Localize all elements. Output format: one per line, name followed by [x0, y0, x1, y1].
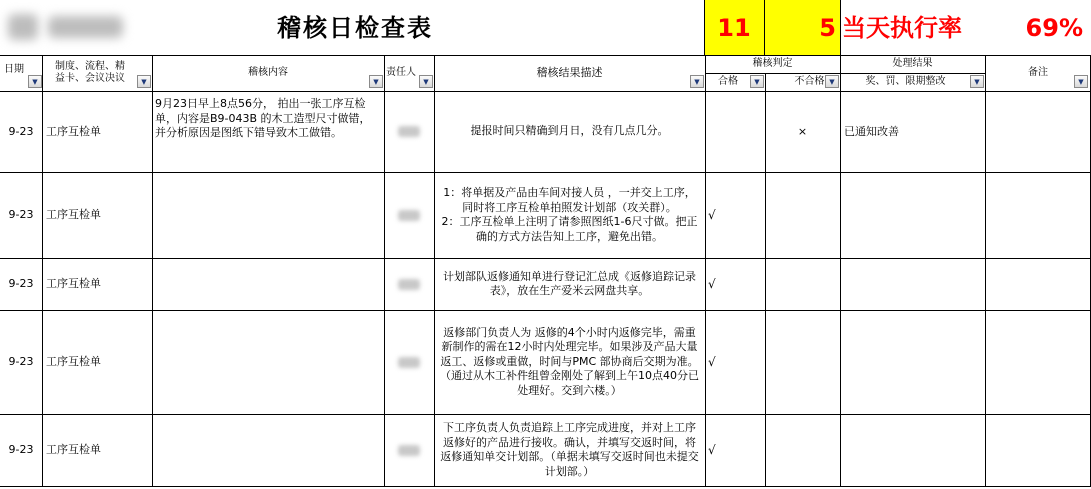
filter-system-button[interactable]: [137, 75, 151, 88]
row3-content: [152, 258, 384, 310]
redacted-name: [398, 210, 420, 221]
filter-fail-button[interactable]: [825, 75, 839, 88]
header-remark: 备注: [1028, 67, 1048, 78]
header-handling: 处理结果: [892, 58, 933, 69]
row5-handling: [840, 414, 985, 486]
grid-line: [985, 55, 986, 486]
grid-line: [0, 414, 1091, 415]
grid-line: [764, 0, 765, 55]
grid-line: [705, 55, 706, 486]
chevron-down-icon: ▼: [32, 77, 38, 86]
grid-line: [0, 91, 1091, 92]
row4-system: 工序互检单: [46, 355, 101, 368]
row2-remark: [985, 172, 1091, 258]
row3-description: 计划部队返修通知单进行登记汇总成《返修追踪记录表》，放在生产爱米云网盘共享。: [443, 269, 696, 297]
filter-remark-button[interactable]: [1074, 75, 1088, 88]
row4-description: 返修部门负责人为 返修的4个小时内返修完毕，需重新制作的需在12小时内处理完毕。如果涉及产品大量返工、返修或重做，时间与PMC 部协商后交期为准。（通过从木工补件组曾金刚处了解到上午10点40分已处理好。交到六楼。）: [440, 325, 699, 397]
row1-system: 工序互检单: [46, 124, 101, 138]
row3-handling: [840, 258, 985, 310]
row3-fail: [765, 258, 840, 310]
pass-count: 11: [704, 0, 764, 55]
row2-fail: [765, 172, 840, 258]
redacted-name: [398, 445, 420, 456]
rate-value: 69%: [1025, 13, 1083, 42]
header-date: 日期: [4, 64, 24, 75]
row1-content: 9月23日早上8点56分， 拍出一张工序互检单，内容是B9-043B 的木工造型尺寸做错，并分析原因是图纸下错导致木工做错。: [155, 97, 371, 139]
row4-remark: [985, 310, 1091, 414]
row3-date: 9-23: [8, 277, 34, 290]
redacted-name: [398, 357, 420, 368]
row4-owner: [384, 310, 434, 414]
grid-line: [840, 55, 841, 486]
row2-handling: [840, 172, 985, 258]
row2-system: 工序互检单: [46, 208, 101, 221]
header-owner: 责任人: [386, 67, 416, 78]
row2-content: [152, 172, 384, 258]
grid-line: [434, 55, 435, 486]
fail-count: 5: [765, 0, 840, 55]
grid-line: [765, 73, 766, 486]
header-system-line1: 制度、流程、精: [55, 61, 125, 72]
redacted-name: [398, 126, 420, 137]
row2-owner: [384, 172, 434, 258]
grid-line: [0, 172, 1091, 173]
filter-handling-button[interactable]: [970, 75, 984, 88]
filter-description-button[interactable]: [690, 75, 704, 88]
row1-pass: [705, 91, 765, 172]
filter-date-button[interactable]: [28, 75, 42, 88]
sheet-title: 稽核日检查表: [277, 13, 433, 42]
grid-line: [0, 258, 1091, 259]
chevron-down-icon: ▼: [1078, 77, 1084, 86]
row1-handling: 已通知改善: [844, 124, 899, 138]
filter-pass-button[interactable]: [750, 75, 764, 88]
row1-description: 提报时间只精确到月日，没有几点几分。: [470, 124, 669, 138]
header-content: 稽核内容: [248, 67, 288, 78]
grid-line: [705, 73, 985, 74]
row1-date: 9-23: [8, 124, 34, 138]
row5-fail: [765, 414, 840, 486]
filter-owner-button[interactable]: [419, 75, 433, 88]
row2-date: 9-23: [8, 208, 34, 221]
row1-owner: [384, 91, 434, 172]
chevron-down-icon: ▼: [694, 77, 700, 86]
chevron-down-icon: ▼: [141, 77, 147, 86]
row2-pass: √: [708, 208, 716, 222]
row5-content: [152, 414, 384, 486]
grid-line: [384, 55, 385, 486]
grid-line: [42, 55, 43, 486]
row5-pass: √: [708, 443, 716, 457]
grid-line: [840, 0, 841, 55]
header-description: 稽核结果描述: [536, 66, 603, 79]
row3-remark: [985, 258, 1091, 310]
header-handling-sub: 奖、罚、限期整改: [865, 76, 946, 87]
row4-pass: √: [708, 355, 716, 369]
row4-handling: [840, 310, 985, 414]
header-judgement: 稽核判定: [752, 58, 793, 69]
row4-fail: [765, 310, 840, 414]
header-pass: 合格: [718, 76, 738, 87]
filter-content-button[interactable]: [369, 75, 383, 88]
grid-line: [0, 55, 1091, 56]
chevron-down-icon: ▼: [829, 77, 835, 86]
header-fail: 不合格: [794, 76, 825, 87]
row5-date: 9-23: [8, 443, 34, 456]
chevron-down-icon: ▼: [423, 77, 429, 86]
rate-label: 当天执行率: [842, 13, 962, 42]
row1-fail: ×: [797, 124, 808, 138]
row3-system: 工序互检单: [46, 277, 101, 290]
row2-description: 1：将单据及产品由车间对接人员 ，一并交上工序，同时将工序互检单拍照发计划部（攻关群）。 2：工序互检单上注明了请参照图纸1-6尺寸做。把正确的方式方法告知上工序，避免出错。: [441, 186, 698, 243]
row3-owner: [384, 258, 434, 310]
header-system: [42, 55, 152, 91]
row5-remark: [985, 414, 1091, 486]
redacted-name: [398, 279, 420, 290]
row1-remark: [985, 91, 1091, 172]
grid-line: [0, 310, 1091, 311]
row5-system: 工序互检单: [46, 443, 101, 456]
chevron-down-icon: ▼: [974, 77, 980, 86]
chevron-down-icon: ▼: [373, 77, 379, 86]
row4-content: [152, 310, 384, 414]
row5-owner: [384, 414, 434, 486]
chevron-down-icon: ▼: [754, 77, 760, 86]
header-system-line2: 益卡、会议决议: [55, 73, 125, 84]
row3-pass: √: [708, 277, 716, 291]
company-logo: [8, 8, 128, 44]
grid-line: [704, 0, 705, 55]
grid-line: [152, 55, 153, 486]
row4-date: 9-23: [8, 355, 34, 368]
row5-description: 下工序负责人负责追踪上工序完成进度，并对上工序返修好的产品进行接收。确认，并填写交返时间，将返修通知单交计划部。（单据未填写交返时间也未提交计划部。）: [440, 421, 699, 478]
grid-line: [0, 486, 1091, 487]
